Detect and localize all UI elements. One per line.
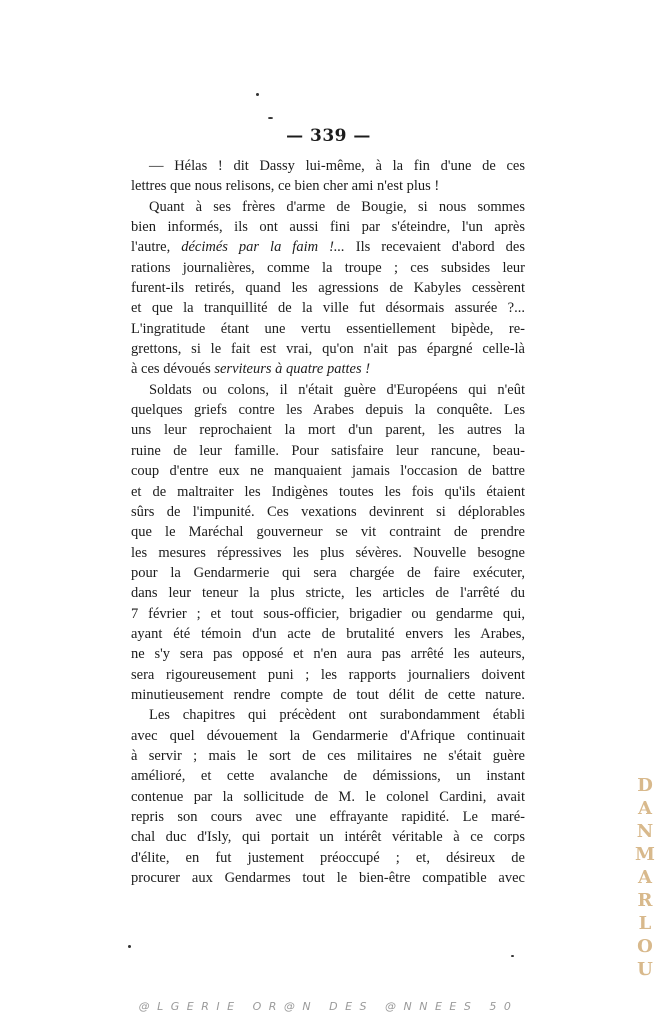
scan-speck	[268, 117, 273, 119]
text-line: repris son cours avec une effrayante rapidité. Le maré-	[131, 809, 525, 825]
side-watermark	[633, 774, 657, 981]
text-line: que le Maréchal gouverneur se vit contraint de prendre	[131, 524, 525, 541]
side-watermark-letter: U	[637, 959, 653, 980]
text-line: chal duc d'Isly, qui portait un intérêt véritable à ce corps	[131, 829, 525, 846]
text-line: ruine de leur famille. Pour satisfaire leur rancune, beau-	[131, 442, 525, 459]
scan-speck	[128, 945, 131, 948]
text-line: contenue par la sollicitude de M. le colonel Cardini, avait	[131, 788, 525, 805]
side-watermark-letter: N	[636, 821, 654, 842]
text-line: 7 février ; et tout sous-officier, brigadier ou gendarme qui,	[131, 605, 525, 622]
side-watermark-letter: D	[637, 775, 653, 796]
text-line: ne s'y sera pas opposé et n'en aura pas arrêté les auteurs,	[131, 646, 525, 663]
text-line: ayant été témoin d'un acte de brutalité envers les Arabes,	[131, 625, 525, 642]
side-watermark-letter: R	[637, 890, 653, 911]
text-line: pour la Gendarmerie qui sera chargée de faire exécuter,	[131, 564, 525, 581]
text-line: à servir ; mais le sort de ces militaires ne s'était guère	[131, 747, 525, 764]
text-line: lettres que nous relisons, ce bien cher ami n'est plus !	[131, 178, 440, 195]
text-line: les mesures répressives les plus sévères. Nouvelle besogne	[131, 544, 525, 561]
text-line: et que la tranquillité de la ville fut désormais assurée ?...	[131, 300, 525, 317]
text-line: procurer aux Gendarmes tout le bien-être compatible avec	[131, 870, 525, 887]
text-line: et de maltraiter les Indigènes toutes les fois qu'ils étaient	[131, 483, 525, 500]
text-line: avec quel dévouement la Gendarmerie d'Afrique continuait	[131, 727, 525, 744]
text-line: d'élite, en fut justement préoccupé ; et, désireux de	[131, 849, 525, 866]
body-text	[131, 156, 525, 888]
side-watermark-letter: O	[637, 936, 653, 957]
text-line: l'autre, décimés par la faim !... Ils recevaient d'abord des	[131, 239, 525, 256]
scan-speck	[511, 955, 514, 957]
scan-speck	[256, 93, 259, 96]
text-line: dans leur teneur la plus stricte, les articles de l'arrêté du	[131, 585, 525, 602]
text-line: — Hélas ! dit Dassy lui-même, à la fin d'une de ces	[149, 158, 525, 174]
text-line: rations journalières, comme la troupe ; ces subsides leur	[131, 259, 525, 276]
page-number: — 339 —	[286, 126, 371, 146]
text-line: sûrs de l'impunité. Ces vexations devinrent si déplorables	[131, 503, 525, 520]
text-line: quelques griefs contre les Arabes depuis la conquête. Les	[131, 402, 525, 419]
text-line: furent-ils retirés, quand les agressions de Kabyles cessèrent	[131, 280, 525, 297]
text-line: amélioré, et cette avalanche de démissions, un instant	[131, 768, 525, 785]
text-line: minutieusement rendre compte de tout délit de cette nature.	[131, 686, 525, 703]
bottom-watermark: @LGERIE OR@N DES @NNEES 50	[138, 1000, 519, 1013]
side-watermark-letter: M	[635, 844, 655, 865]
text-line: bien informés, ils ont aussi fini par s'éteindre, l'un après	[131, 219, 525, 236]
text-line: Les chapitres qui précèdent ont surabondamment établi	[149, 707, 525, 724]
side-watermark-letter: L	[638, 913, 652, 934]
text-line: L'ingratitude étant une vertu essentiellement bipède, re-	[131, 320, 525, 337]
text-line: sera rigoureusement puni ; les rapports journaliers doivent	[131, 666, 525, 683]
text-line: grettons, si le fait est vrai, qu'on n'ait pas épargné celle-là	[131, 341, 525, 358]
text-line: Soldats ou colons, il n'était guère d'Européens qui n'eût	[149, 381, 525, 398]
text-line: coup d'entre eux ne manquaient jamais l'occasion de battre	[131, 463, 525, 480]
side-watermark-letter: A	[638, 798, 652, 819]
side-watermark-letter: A	[638, 867, 652, 888]
text-line: uns leur reprochaient la mort d'un parent, les autres la	[131, 422, 525, 439]
text-line: Quant à ses frères d'arme de Bougie, si nous sommes	[149, 198, 525, 215]
text-line: à ces dévoués serviteurs à quatre pattes !	[131, 361, 371, 378]
